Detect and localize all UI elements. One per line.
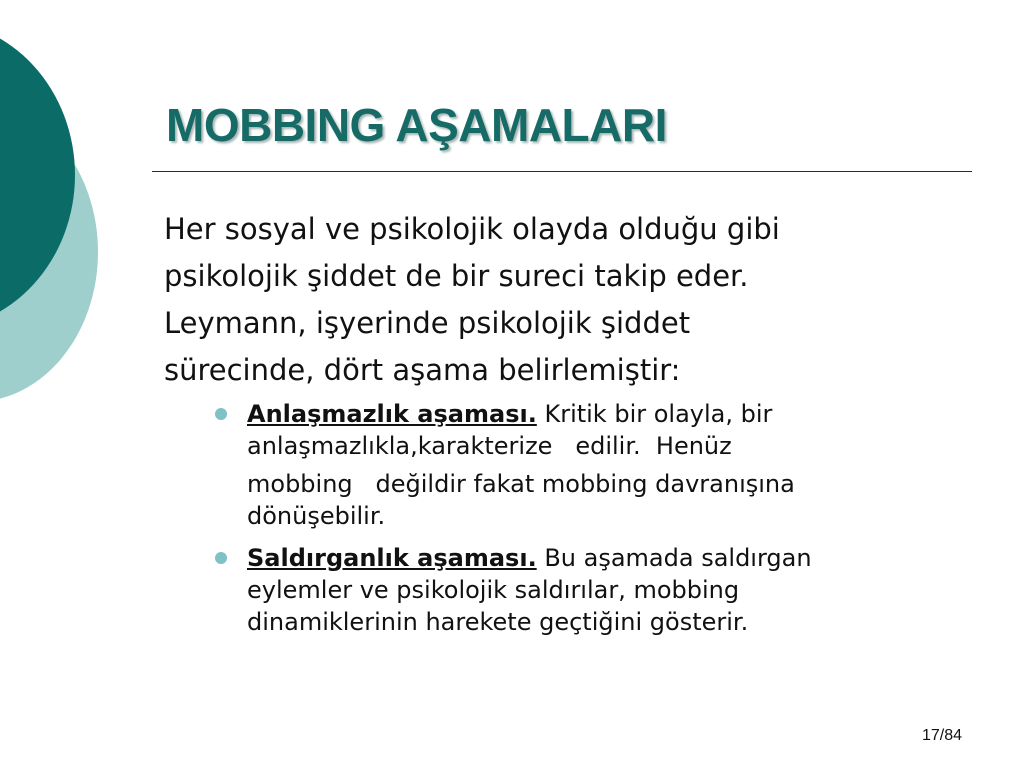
bullet-text: Kritik bir olayla, bir (536, 400, 773, 428)
intro-line: Her sosyal ve psikolojik olayda olduğu gibi (164, 212, 780, 246)
intro-line: sürecinde, dört aşama belirlemiştir: (164, 353, 681, 387)
slide-title: MOBBING AŞAMALARI (166, 99, 667, 151)
page-number: 17/84 (921, 727, 962, 744)
bullet-line: eylemler ve psikolojik saldırılar, mobbing (247, 576, 740, 604)
bullet-line: mobbing değildir fakat mobbing davranışına (247, 470, 795, 498)
bullet-list (215, 398, 975, 638)
bullet-dot-icon (215, 552, 227, 564)
bullet-dot-icon (215, 408, 227, 420)
bullet-term: Saldırganlık aşaması. (247, 544, 537, 572)
bullet-term: Anlaşmazlık aşaması. (247, 400, 537, 428)
list-item-anlasmazlik (215, 398, 975, 532)
list-item-saldirganlik (215, 542, 975, 638)
intro-line: psikolojik şiddet de bir sureci takip eder. (164, 259, 749, 293)
bullet-line: dönüşebilir. (247, 502, 386, 530)
bullet-line (247, 542, 975, 574)
bullet-text: Bu aşamada saldırgan (536, 544, 812, 572)
bullet-line: anlaşmazlıkla,karakterize edilir. Henüz (247, 432, 732, 460)
bullet-line (247, 398, 975, 430)
title-divider (152, 171, 972, 172)
bullet-line: dinamiklerinin harekete geçtiğini gösterir. (247, 608, 749, 636)
intro-paragraph (164, 206, 964, 394)
intro-line: Leymann, işyerinde psikolojik şiddet (164, 306, 691, 340)
